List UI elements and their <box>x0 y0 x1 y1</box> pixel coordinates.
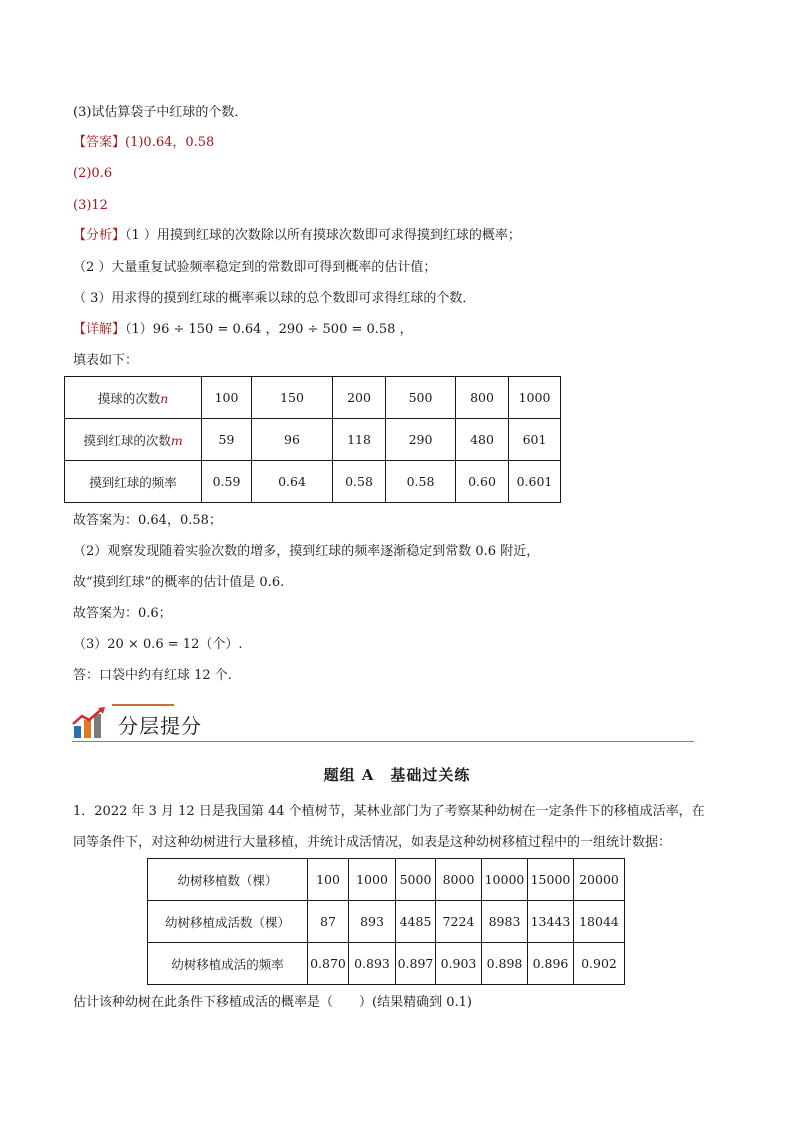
table-cell: 20000 <box>574 859 625 901</box>
table-row <box>65 377 561 419</box>
table-cell: 0.898 <box>482 943 528 985</box>
table-cell: 0.902 <box>574 943 625 985</box>
answer-1: (1)0.64，0.58 <box>125 135 215 150</box>
table-cell: 0.64 <box>252 461 333 503</box>
table-cell: 8983 <box>482 901 528 943</box>
table-cell-label: 幼树移植成活的频率 <box>148 943 308 985</box>
table-cell: 200 <box>333 377 386 419</box>
table-cell: 1000 <box>349 859 396 901</box>
bar-chart-icon <box>72 706 108 738</box>
table-cell-label <box>65 461 202 503</box>
table-cell: 290 <box>386 419 456 461</box>
table-cell: 96 <box>252 419 333 461</box>
table-row <box>65 419 561 461</box>
detail-tag: 【详解】 <box>73 322 126 337</box>
table-cell: 13443 <box>528 901 574 943</box>
analysis-text-2: （2 ）大量重复试验频率稳定到的常数即可得到概率的估计值； <box>73 260 437 275</box>
table-row <box>65 461 561 503</box>
table-cell: 0.58 <box>333 461 386 503</box>
section-header <box>72 704 694 742</box>
table-cell: 0.60 <box>456 461 509 503</box>
detail-p2: （2）观察发现随着实验次数的增多，摸到红球的频率逐渐稳定到常数 0.6 附近， <box>73 544 540 559</box>
table-cell: 100 <box>308 859 349 901</box>
table-cell-label <box>65 419 202 461</box>
table-cell: 15000 <box>528 859 574 901</box>
table-cell: 5000 <box>396 859 436 901</box>
transplant-table <box>147 858 625 985</box>
analysis-line-1 <box>73 226 521 246</box>
answer-tag: 【答案】 <box>73 135 126 150</box>
table-cell: 601 <box>509 419 561 461</box>
detail-p1-prefix: （1） <box>125 322 153 337</box>
table-cell: 87 <box>308 901 349 943</box>
frequency-table-1 <box>64 376 561 503</box>
table-cell: 100 <box>202 377 252 419</box>
detail-p2b: 故“摸到红球”的概率的估计值是 0.6. <box>73 575 285 590</box>
row-label: 摸到红球的频率 <box>89 474 177 490</box>
table-cell: 0.59 <box>202 461 252 503</box>
table-cell: 500 <box>386 377 456 419</box>
q1-question: 估计该种幼树在此条件下移植成活的概率是（ ）(结果精确到 0.1) <box>73 995 472 1010</box>
table-row <box>148 859 625 901</box>
fill-table-label: 填表如下： <box>73 353 139 368</box>
table-cell: 0.897 <box>396 943 436 985</box>
table-cell: 1000 <box>509 377 561 419</box>
table-cell-label <box>65 377 202 419</box>
table-cell: 10000 <box>482 859 528 901</box>
table-cell: 0.601 <box>509 461 561 503</box>
section-top-bar <box>112 704 174 706</box>
detail-line-1 <box>73 320 413 340</box>
table-cell: 480 <box>456 419 509 461</box>
answer-line-1 <box>73 133 214 153</box>
after-table-answer: 故答案为：0.64，0.58； <box>73 513 222 528</box>
table-row <box>148 943 625 985</box>
q1-line-1: 1．2022 年 3 月 12 日是我国第 44 个植树节，某林业部门为了考察某种幼树在一定条件下的移植成活率，在 <box>73 804 705 819</box>
table-cell: 0.893 <box>349 943 396 985</box>
answer-2: (2)0.6 <box>73 166 113 181</box>
table-cell: 59 <box>202 419 252 461</box>
q1-line-2: 同等条件下，对这种幼树进行大量移植，并统计成活情况，如表是这种幼树移植过程中的一组统计数据： <box>73 835 672 850</box>
analysis-text-3: （ 3）用求得的摸到红球的概率乘以球的总个数即可求得红球的个数． <box>73 291 476 306</box>
table-cell: 0.58 <box>386 461 456 503</box>
detail-math-1: 96 ÷ 150 = 0.64 <box>152 322 262 337</box>
detail-p1-suffix: ， <box>395 322 413 337</box>
table-cell: 0.896 <box>528 943 574 985</box>
detail-p3b: 答：口袋中约有红球 12 个. <box>73 668 232 683</box>
detail-p3 <box>73 635 243 655</box>
row-label: 摸到红球的次数 <box>83 432 171 448</box>
table-cell: 0.903 <box>436 943 482 985</box>
question-3: (3)试估算袋子中红球的个数． <box>73 105 248 120</box>
detail-p3-prefix: （3） <box>73 637 108 652</box>
table-cell: 7224 <box>436 901 482 943</box>
table-cell: 893 <box>349 901 396 943</box>
row-variable: m <box>170 432 183 448</box>
analysis-tag: 【分析】 <box>73 228 126 243</box>
table-cell: 8000 <box>436 859 482 901</box>
table-cell-label: 幼树移植数（棵） <box>148 859 308 901</box>
detail-math-3: 20 × 0.6 = 12 <box>107 637 200 652</box>
section-title: 分层提分 <box>118 714 202 738</box>
table-row <box>148 901 625 943</box>
answer-3: (3)12 <box>73 198 108 213</box>
table-cell: 4485 <box>396 901 436 943</box>
row-variable: n <box>160 390 169 406</box>
table-cell-label: 幼树移植成活数（棵） <box>148 901 308 943</box>
table-cell: 118 <box>333 419 386 461</box>
detail-p2c: 故答案为：0.6； <box>73 606 172 621</box>
section-rule <box>72 741 694 743</box>
group-title: 题组 A 基础过关练 <box>323 766 471 784</box>
table-cell: 150 <box>252 377 333 419</box>
table-cell: 0.870 <box>308 943 349 985</box>
detail-math-2: 290 ÷ 500 = 0.58 <box>278 322 396 337</box>
table-cell: 800 <box>456 377 509 419</box>
row-label: 摸球的次数 <box>97 390 161 406</box>
analysis-text-1: （1 ）用摸到红球的次数除以所有摸球次数即可求得摸到红球的概率； <box>125 228 521 243</box>
table-cell: 18044 <box>574 901 625 943</box>
detail-p3-suffix: （个）. <box>199 637 243 652</box>
detail-sep: ， <box>261 322 279 337</box>
